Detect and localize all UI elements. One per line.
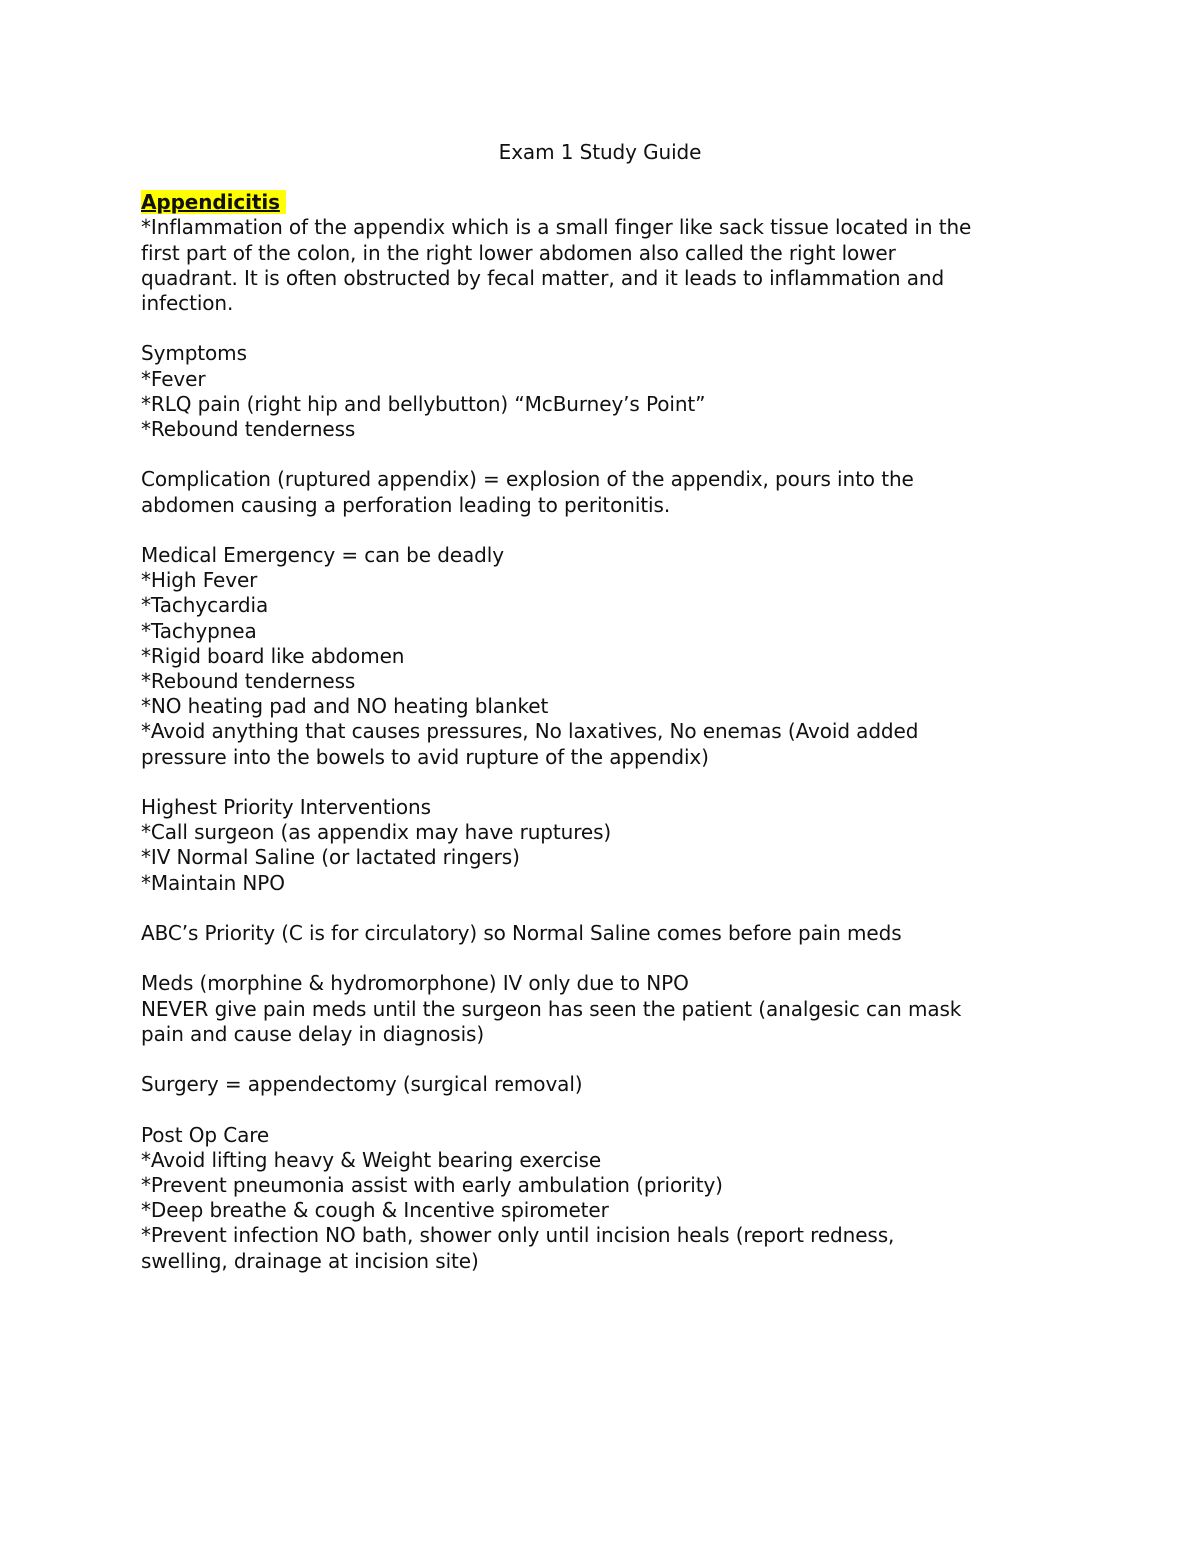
text-line: Medical Emergency = can be deadly: [141, 543, 504, 567]
text-line: *Fever: [141, 366, 206, 391]
text-line: *Rigid board like abdomen: [141, 643, 405, 668]
document-title: Exam 1 Study Guide: [498, 140, 702, 164]
text-line: *Avoid anything that causes pressures, No laxatives, No enemas (Avoid added: [141, 719, 919, 744]
blank-line: [141, 896, 1071, 921]
text-line: *IV Normal Saline (or lactated ringers): [141, 845, 520, 870]
blank-line: [141, 1097, 1071, 1122]
text-line: NEVER give pain meds until the surgeon has seen the patient (analgesic can mask: [141, 996, 962, 1021]
blank-line: [141, 770, 1071, 795]
text-line: infection.: [141, 291, 234, 316]
text-line: Symptoms: [141, 341, 247, 366]
text-line: Surgery = appendectomy (surgical removal): [141, 1072, 583, 1097]
text-line: *Maintain NPO: [141, 870, 285, 895]
text-line: *Deep breathe & cough & Incentive spirometer: [141, 1198, 609, 1223]
text-line: Meds (morphine & hydromorphone) IV only due to NPO: [141, 971, 689, 996]
text-line: *Tachypnea: [141, 618, 257, 643]
blank-line: [141, 442, 1071, 467]
text-line: abdomen causing a perforation leading to peritonitis.: [141, 492, 671, 517]
text-line: *Rebound tenderness: [141, 417, 356, 442]
section-heading-text: Appendicitis: [141, 190, 286, 214]
text-line: ABC’s Priority (C is for circulatory) so Normal Saline comes before pain meds: [141, 921, 902, 946]
text-line: *Avoid lifting heavy & Weight bearing exercise: [141, 1147, 602, 1172]
text-line: *NO heating pad and NO heating blanket: [141, 694, 549, 719]
blank-line: [141, 518, 1071, 543]
text-line: Post Op Care: [141, 1122, 270, 1147]
text-line: pain and cause delay in diagnosis): [141, 1021, 485, 1046]
text-line: *Rebound tenderness: [141, 669, 356, 694]
document-lines: [141, 215, 1071, 1273]
text-line: first part of the colon, in the right lower abdomen also called the right lower: [141, 240, 896, 265]
text-line: *Inflammation of the appendix which is a small finger like sack tissue located in the: [141, 215, 972, 240]
text-line: *Prevent infection NO bath, shower only until incision heals (report redness,: [141, 1223, 895, 1248]
text-line: *Call surgeon (as appendix may have ruptures): [141, 820, 612, 845]
blank-line: [141, 1047, 1071, 1072]
text-line: *Tachycardia: [141, 593, 269, 618]
text-line: *RLQ pain (right hip and bellybutton) “McBurney’s Point”: [141, 391, 706, 416]
text-line: *Prevent pneumonia assist with early ambulation (priority): [141, 1173, 723, 1197]
section-heading: [141, 190, 1071, 215]
blank-line: [141, 316, 1071, 341]
text-line: Highest Priority Interventions: [141, 795, 431, 820]
text-line: pressure into the bowels to avid rupture of the appendix): [141, 744, 709, 769]
blank-line: [141, 946, 1071, 971]
text-line: quadrant. It is often obstructed by fecal matter, and it leads to inflammation and: [141, 265, 945, 290]
text-line: Complication (ruptured appendix) = explosion of the appendix, pours into the: [141, 467, 914, 492]
text-line: *High Fever: [141, 568, 258, 593]
text-line: swelling, drainage at incision site): [141, 1248, 479, 1273]
document-body: [141, 140, 1071, 1274]
